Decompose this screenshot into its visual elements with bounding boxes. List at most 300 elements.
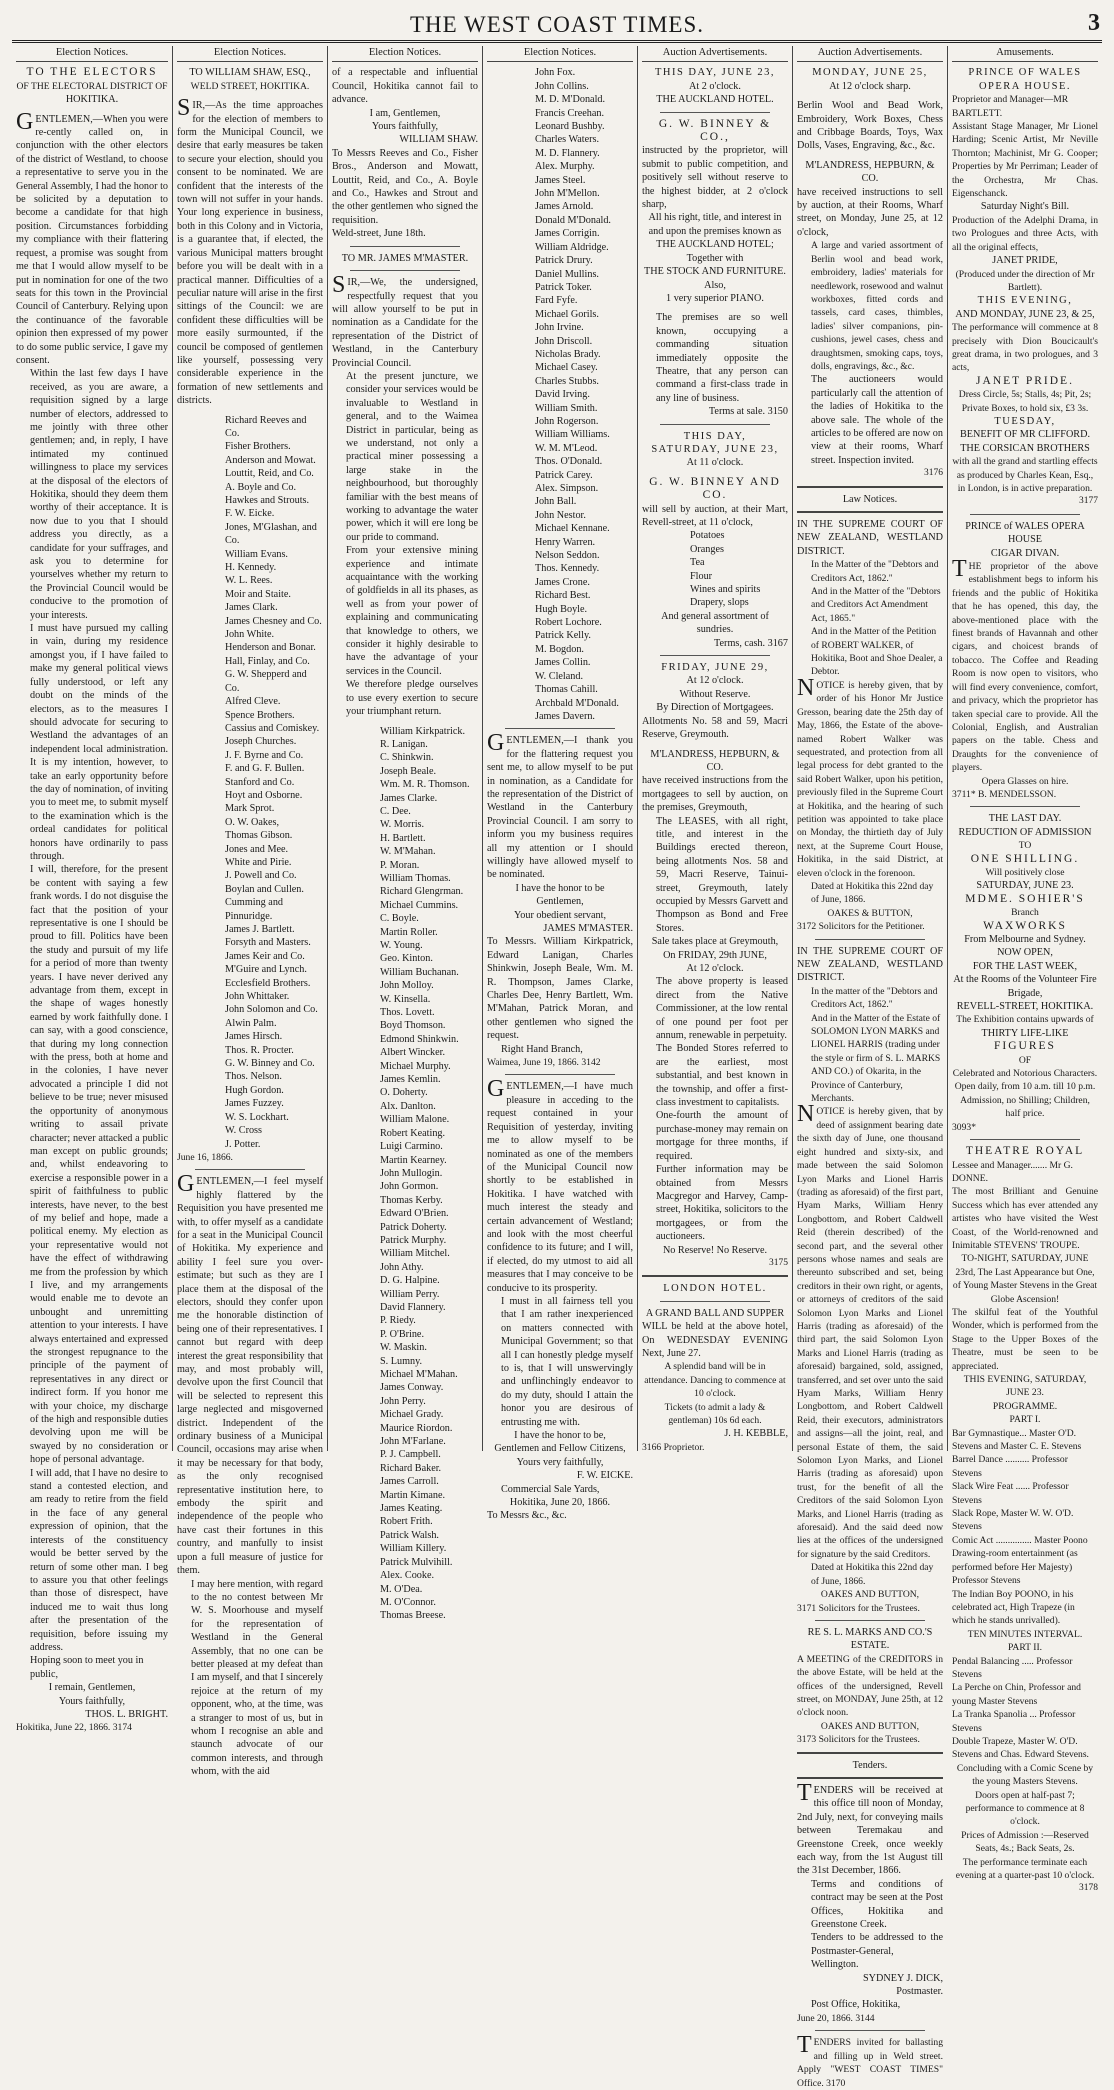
text-line: with all the grand and startling effects as produced by Charles Kean, Esq., in London, is in active preparation. — [952, 456, 1098, 494]
signature-line: John Perry. — [380, 1395, 426, 1407]
text-line: Slack Wire Feat ...... Professor Stevens — [952, 1481, 1069, 1506]
signature-line: James Keir and Co. — [225, 950, 305, 962]
signature-line: M. D. M'Donald. — [535, 94, 606, 106]
signature-line: Flour — [690, 570, 713, 582]
paragraph: SIR,—As the time approaches for the election of members to form the Municipal Council, we desire that early measures be taken to secure your election, should you consent to be nominated. We are confident that the interests of the town will not suffer in your hands. Your long experience in business, both in this Colony and in Victoria, is a guarantee that, if elected, the various Municipal matters brought before you will be dealt with in a practical manner. Difficulties of a peculiar nature will arise in the first sittings of the Council: we are confident these difficulties will be more easily surmounted, if the council be composed of gentlemen like yourself, possessing very considerable experience in the formation of new settlements and districts. — [177, 95, 323, 407]
signature-line: M. Bogdon. — [535, 643, 584, 655]
text-line: June 16, 1866. — [177, 1151, 233, 1163]
text-line: THIS DAY, JUNE 23, — [654, 67, 776, 79]
divider — [505, 728, 615, 729]
signature-line: Thos. Lovett. — [380, 1007, 435, 1019]
signature-line: Charles Waters. — [535, 134, 600, 146]
text-line: At 12 o'clock. — [686, 675, 744, 687]
text-line: RE S. L. MARKS AND CO.'S ESTATE. — [807, 1626, 933, 1652]
signature-line: Nelson Seddon. — [535, 550, 600, 562]
signature-line: James Collin. — [535, 657, 591, 669]
signature-line: White and Pirie. — [225, 856, 292, 868]
paragraph: To Messrs Reeves and Co., Fisher Bros., Anderson and Mowatt, Louttit, Reid, and Co., A. Boyle and Co., Hawkes and Strout and the other gentlemen who signed the requisition. — [332, 147, 478, 226]
signature-line: Charles Stubbs. — [535, 375, 599, 387]
text-line: Saturday Night's Bill. — [980, 201, 1070, 213]
paragraph: of a respectable and influential Council, Hokitika cannot fail to advance. — [332, 67, 478, 106]
paragraph: have received instructions to sell by auction, at their Rooms, Wharf street, on Monday, June 25, at 12 o'clock, — [797, 186, 943, 238]
divider — [660, 1301, 770, 1302]
text-line: Law Notices. — [842, 493, 898, 505]
text-line: Doors open at half-past 7; performance to commence at 8 o'clock. — [965, 1789, 1085, 1828]
column-header: Election Notices. — [487, 46, 633, 62]
text-line: THIS DAY, — [683, 430, 747, 442]
divider — [970, 1139, 1080, 1140]
signature-line: Robert Keating. — [380, 1127, 446, 1139]
signature-line: W. S. Lockhart. — [225, 1111, 289, 1123]
signature-line: Wm. M. R. Thomson. — [380, 779, 470, 791]
text-line: WILLIAM SHAW. — [399, 134, 478, 146]
signature-line: James Conway. — [380, 1382, 444, 1394]
text-line: Sale takes place at Greymouth, — [651, 936, 779, 948]
signature-line: Oranges — [690, 543, 724, 555]
signature-line: Stanford and Co. — [225, 776, 295, 788]
signature-line: Michael M'Mahan. — [380, 1369, 458, 1380]
text-line: FIGURES — [994, 1040, 1056, 1053]
text-line: Drawing-room entertainment (as performed before Her Majesty) Professor Stevens — [952, 1548, 1078, 1587]
paragraph: I will add, that I have no desire to stand a contested election, and am ready to retire from the field in the face of any general expression of opinion, that the interests of the constituency would be better served by the return of some other man. I beg to assure you that other feelings than those of disrespect, have induced me to wait thus long after the presentation of the requisition, before issuing my address. — [30, 1467, 168, 1653]
signature-line: P. Riedy. — [380, 1315, 416, 1327]
column-election-notices-2 — [172, 46, 327, 1778]
text-line: The Exhibition contains upwards of — [956, 1014, 1094, 1026]
text-line: PRINCE of WALES OPERA HOUSE — [965, 520, 1085, 546]
signature-line: Boylan and Cullen. — [225, 883, 304, 895]
signature-line: Michael Murphy. — [380, 1060, 451, 1072]
text-line: J. H. KEBBLE, — [724, 1428, 788, 1440]
signature-line: John M'Mellon. — [535, 188, 600, 200]
signature-line: Francis Creehan. — [535, 107, 605, 119]
text-line: CIGAR DIVAN. — [990, 547, 1060, 559]
paragraph: The skilful feat of the Youthful Wonder, which is performed from the Stage to the Upper Boxes of the Theatre, must be seen to be appreciated. — [952, 1306, 1098, 1372]
paragraph: Within the last few days I have received, as you are aware, a requisition signed by a large number of electors, addressed to me jointly with three other gentlemen; and, in reply, I have intimated my continued willingness to place my services at the disposal of the electors of Hokitika, should they deem them worthy of their acceptance. It is now due to you that I should address you directly, as a candidate for your suffrages, and ask you to determine for yourselves whether my return to the Provincial Council would be conducive to the promotion of your interests. — [30, 368, 168, 621]
signature-line: John Mullogin. — [380, 1167, 443, 1179]
text-line: TO THE ELECTORS — [26, 66, 158, 79]
divider — [660, 424, 770, 425]
text-line: (Produced under the direction of Mr Bartlett). — [955, 268, 1095, 293]
signature-line: Edmond Shinkwin. — [380, 1033, 459, 1045]
signature-line: Thomas Gibson. — [225, 830, 293, 842]
signature-line: M. D. Flannery. — [535, 147, 600, 159]
signature-line: P. O'Brine. — [380, 1328, 425, 1340]
text-line: Together with — [686, 252, 744, 264]
text-line: M'LANDRESS, HEPBURN, & CO. — [805, 159, 935, 185]
paragraph: We therefore pledge ourselves to use every exertion to secure your triumphant return. — [346, 679, 478, 718]
signature-line: D. G. Halpine. — [380, 1275, 440, 1287]
paragraph: From your extensive mining experience and intimate acquaintance with the working of goldfields in all its phases, as well as from your power of explaining and communicating that knowledge to others, we consider it highly desirable to have the advantage of your services in the Council. — [346, 545, 478, 677]
column-header: Auction Advertisements. — [797, 46, 943, 62]
signature-line: Thos. Nelson. — [225, 1071, 282, 1083]
newspaper-title: THE WEST COAST TIMES. — [409, 12, 705, 37]
signature-line: R. Lanigan. — [380, 738, 428, 750]
text-line: 3173 Solicitors for the Trustees. — [797, 1734, 920, 1746]
signature-line: John Irvine. — [535, 322, 584, 334]
paragraph: The Bonded Stores referred to are the earliest, most substantial, and best known in the township, and offer a first-class investment to capitalists. — [656, 1043, 788, 1109]
text-line: Branch — [1011, 907, 1039, 919]
text-line: Slack Rope, Master W. W. O'D. Stevens — [952, 1508, 1074, 1533]
signature-line: Albert Wincker. — [380, 1047, 446, 1059]
column-header: Election Notices. — [177, 46, 323, 62]
divider — [797, 1752, 943, 1754]
paragraph: Berlin Wool and Bead Work, Embroidery, Work Boxes, Chess and Cribbage Boards, Toys, Wax Dolls, Vases, Engraving, &c., &c. — [797, 100, 943, 152]
ad-number: 3176 — [924, 468, 943, 479]
paragraph: GENTLEMEN,—I thank you for the flattering request you sent me, to allow myself to be put in nomination, as a Candidate for the representation of the District of Westland in the Canterbury Provincial Council. I am sorry to inform you my business requires all my attention or I should willingly have allowed myself to be nominated. — [487, 730, 633, 881]
columns — [12, 46, 1102, 2089]
signature-line: Daniel Mullins. — [535, 268, 599, 280]
paragraph: Assistant Stage Manager, Mr Lionel Harding; Scenic Artist, Mr Neville Thornton; Machinist, Mr G. Cooper; Properties by Mr Perriman; Leader of the Orchestra, Mr Chas. Eigenschanck. — [952, 121, 1098, 200]
paragraph: Further information may be obtained from Messrs Macgregor and Harvey, Camp-street, Hokitika, solicitors to the mortgagees, or from the auctioneers. — [656, 1164, 788, 1243]
signature-line: J. F. Byrne and Co. — [225, 749, 304, 761]
signature-line: W. L. Rees. — [225, 575, 273, 587]
signature-line: Wines and spirits — [690, 584, 761, 596]
signature-line: John Rogerson. — [535, 415, 599, 427]
text-line: And in the Matter of the "Debtors and Creditors Act Amendment Act, 1865." — [811, 586, 941, 624]
text-line: Bar Gymnastique... Master O'D. Stevens and Master C. E. Stevens — [952, 1427, 1082, 1453]
divider — [660, 655, 770, 656]
text-line: Waimea, June 19, 1866. 3142 — [487, 1057, 601, 1069]
signature-line: James Crone. — [535, 576, 590, 588]
text-line: Will positively close — [985, 866, 1065, 878]
signature-line: P. J. Campbell. — [380, 1449, 441, 1461]
column-body — [332, 66, 478, 1622]
paragraph: I will, therefore, for the present be content with saying a few frank words. I do not disguise the fact that the position of your representative is one I should be proud to fill. Politics have been the study and pursuit of my life for a period of more than twenty years. I have never derived any advantage from them, except in the shape of wages honestly earned by work faithfully done. I can say, with a good conscience, that during my long connection with the press, both at home and in the colonies, I have never advocated a principle I did not believe to be true; never misused the opportunity of anonymous writing to assail private character; never attacked a public man except on public grounds; and, whilst endeavoring to exercise a responsible power in a spirit of faithfulness to public interests, have never, to the best of my belief and hope, made a political enemy. My election as your representative would not have the effect of withdrawing me from the profession by which I live, and my arrangements would enable me to devote an unbought and unremitting attention to your interests. I have always entertained and expressed the strongest repugnance to the principle of the payment of representatives in any direct or indirect form. If you honor me with your choice, my discharge of the high and responsible duties devolving upon me will be swayed by no consideration or hope of personal advantage. — [30, 864, 168, 1466]
signature-line: Luigi Carmino. — [380, 1141, 443, 1153]
signature-line: Fard Fyfe. — [535, 295, 578, 307]
text-line: ONE SHILLING. — [970, 852, 1080, 865]
signature-line: Forsyth and Masters. — [225, 937, 311, 949]
signature-line: Hall, Finlay, and Co. — [225, 655, 310, 667]
signature-line: Martin Kearney. — [380, 1154, 447, 1166]
text-line: THIS EVENING, SATURDAY, JUNE 23. — [963, 1374, 1087, 1399]
paragraph: Tenders to be addressed to the Postmaster-General, Wellington. — [811, 1932, 943, 1971]
signature-line: O. Doherty. — [380, 1087, 428, 1099]
signature-line: Robert Frith. — [380, 1516, 433, 1528]
column-auction-advertisements-2 — [792, 46, 947, 2089]
signature-line: Joseph Beale. — [380, 765, 437, 777]
text-line: THEATRE ROYAL — [965, 1145, 1085, 1158]
signature-line: Jones and Mee. — [225, 843, 289, 855]
text-line: OF THE ELECTORAL DISTRICT OF — [16, 80, 168, 92]
text-line: OAKES AND BUTTON, — [820, 1720, 920, 1732]
text-line: G. W. BINNEY & CO., — [658, 117, 772, 144]
text-line: TO-NIGHT, SATURDAY, JUNE 23rd, The Last Appearance but One, of Young Master Stevens in the Great Globe Ascension! — [952, 1253, 1098, 1305]
text-line: In the Matter of the "Debtors and Creditors Act, 1862." — [811, 559, 939, 584]
text-line: 3711* B. MENDELSSON. — [952, 788, 1057, 800]
paragraph: A MEETING of the CREDITORS in the above Estate, will be held at the offices of the undersigned, Revell street, on MONDAY, June 25th, at 12 o'clock noon. — [797, 1653, 943, 1719]
signature-line: James Carroll. — [380, 1476, 439, 1488]
signature-line: C. Dee. — [380, 805, 411, 817]
signature-line: James Clarke. — [380, 792, 438, 804]
paragraph: IN THE SUPREME COURT OF NEW ZEALAND, WESTLAND DISTRICT. — [797, 945, 943, 984]
text-line: SATURDAY, JUNE 23, — [651, 443, 779, 455]
signature-line: Patrick Carey. — [535, 469, 593, 481]
paragraph: The performance will commence at 8 precisely with Dion Boucicault's great drama, in two prologues, and 3 acts, — [952, 322, 1098, 374]
signature-line: P. Moran. — [380, 859, 420, 871]
text-line: At 12 o'clock. — [686, 963, 744, 974]
signature-line: Michael Grady. — [380, 1409, 444, 1421]
text-line: THIS EVENING, — [977, 295, 1073, 307]
text-line: WAXWORKS — [983, 919, 1067, 932]
text-line: At 2 o'clock. — [689, 80, 741, 92]
divider — [350, 246, 460, 247]
signature-line: Tea — [690, 557, 705, 569]
divider — [970, 806, 1080, 807]
text-line: Your obedient servant, — [513, 909, 607, 921]
masthead-rule — [12, 40, 1102, 43]
signature-line: O. W. Oakes, — [225, 816, 280, 828]
text-line: Celebrated and Notorious Characters. — [952, 1068, 1098, 1080]
signature-line: James Davern. — [535, 710, 595, 722]
text-line: JANET PRIDE, — [992, 255, 1058, 267]
text-line: 1 very superior PIANO. — [666, 292, 764, 304]
text-line: MDME. SOHIER'S — [965, 892, 1085, 905]
text-line: Terms at sale. 3150 — [708, 406, 788, 418]
signature-line: W. Cleland. — [535, 670, 584, 682]
text-line: Hokitika, June 20, 1866. — [509, 1497, 611, 1509]
signature-line: Henderson and Bonar. — [225, 642, 316, 654]
signature-line: William Williams. — [535, 429, 610, 441]
signature-line: William Malone. — [380, 1114, 450, 1126]
signature-line: G. W. Shepperd and Co. — [225, 669, 307, 694]
text-line: TEN MINUTES INTERVAL. — [967, 1628, 1083, 1640]
text-line: PROGRAMME. — [992, 1400, 1058, 1412]
signature-line: Patrick Toker. — [535, 281, 592, 293]
text-line: THE LAST DAY. — [988, 813, 1062, 825]
signature-line: Donald M'Donald. — [535, 214, 611, 226]
divider — [815, 1620, 925, 1621]
signature-line: Moir and Staite. — [225, 588, 291, 600]
signature-line: Potatoes — [690, 530, 725, 542]
signature-line: W. M. M'Leod. — [535, 442, 598, 454]
text-line: THE AUCKLAND HOTEL; — [656, 239, 774, 251]
text-line: And general assortment of sundries. — [661, 610, 769, 636]
signature-line: Archbald M'Donald. — [535, 697, 619, 709]
divider — [797, 486, 943, 488]
signature-line: Hugh Boyle. — [535, 603, 588, 615]
signature-line: James Corrigin. — [535, 228, 600, 240]
signature-line: Anderson and Mowat. — [225, 454, 316, 466]
signature-line: J. Potter. — [225, 1138, 261, 1150]
text-line: By Direction of Mortgagees. — [656, 702, 774, 714]
text-line: OAKES & BUTTON, — [827, 907, 913, 919]
text-line: Commercial Sale Yards, — [501, 1483, 600, 1495]
signature-line: Alwin Palm. — [225, 1017, 277, 1029]
text-line: Gentlemen and Fellow Citizens, — [494, 1443, 626, 1455]
text-line: A GRAND BALL AND SUPPER — [645, 1307, 785, 1319]
signature-line: Maurice Riordon. — [380, 1422, 453, 1434]
text-line: JAMES M'MASTER. — [543, 923, 633, 934]
paragraph: A large and varied assortment of Berlin wool and bead work, embroidery, ladies' materials for needlework, rosewood and walnut workboxes, fitted cords and tassels, card cases, thimbles, ladies' silver companions, pin-cushions, jewel cases, chess and draughtsmen, smoking caps, toys, dolls, engravings, &c., &c. — [811, 240, 943, 372]
signature-line: William Mitchel. — [380, 1248, 450, 1260]
signature-line: Richard Best. — [535, 590, 591, 602]
signature-line: Patrick Kelly. — [535, 630, 591, 642]
paragraph: I may here mention, with regard to the no contest between Mr W. S. Moorhouse and myself for the representation of Westland in the General Assembly, that no one can be better pleased at my defeat than I am myself, and that I sincerely rejoice at the return of my opponent, who, at the time, was a stranger to most of us, but in whom I recognise an able and staunch advocate of our common interests, and through whom, with the aid — [191, 1578, 323, 1778]
text-line: PART II. — [1007, 1642, 1043, 1654]
ad-number: 3175 — [769, 1257, 788, 1268]
signature-line: Patrick Mulvihill. — [380, 1556, 453, 1568]
text-line: AND MONDAY, JUNE 23, & 25, — [955, 308, 1095, 320]
signature-line: C. Boyle. — [380, 913, 419, 925]
signature-line: Alex. Cooke. — [380, 1570, 435, 1582]
signature-line: Martin Kimane. — [380, 1489, 446, 1501]
paragraph: THE proprietor of the above establishment begs to inform his friends and the public of Hokitika that he has opened, this day, the above-mentioned place with the finest brands of Havannah and other cigars, and choicest brands of tobacco. The Coffee and Reading Room is now open to visitors, who will find every convenience, comfort, and privacy, which the proprietor has taken special care to provide. All the Colonial, English, and Australian papers on the table. Chess and Draughts for the convenience of players. — [952, 556, 1098, 774]
signature-line: William Buchanan. — [380, 966, 459, 978]
signature-line: Martin Roller. — [380, 926, 438, 938]
text-line: Double Trapeze, Master W. O'D. Stevens and Chas. Edward Stevens. — [952, 1735, 1089, 1761]
text-line: Proprietor and Manager—MR BARTLETT. — [952, 94, 1069, 119]
text-line: The performance terminate each evening at a quarter-past 10 o'clock. — [955, 1856, 1095, 1882]
paragraph: The most Brilliant and Genuine Success which has ever attended any artistes who have visited the West Coast, of the World-renowned and Inimitable STEVENS' TROUPE. — [952, 1186, 1098, 1251]
text-line: PRINCE OF WALES OPERA HOUSE. — [968, 67, 1082, 92]
text-line: I am, Gentlemen, — [369, 107, 441, 119]
text-line: OAKES AND BUTTON, — [820, 1589, 920, 1601]
text-line: Tenders. — [852, 1759, 888, 1771]
text-line: WELD STREET, HOKITIKA. — [190, 80, 310, 92]
signature-line: S. Lumny. — [380, 1355, 423, 1367]
signature-line: Patrick Drury. — [535, 255, 593, 267]
signature-line: Michael Kennane. — [535, 523, 610, 535]
signature-line: John White. — [225, 629, 275, 641]
text-line: Dated at Hokitika this 22nd day of June, 1866. — [811, 1562, 934, 1587]
text-line: 3171 Solicitors for the Trustees. — [797, 1602, 920, 1614]
signature-line: Patrick Walsh. — [380, 1529, 439, 1541]
signature-line: John Driscoll. — [535, 335, 593, 347]
signature-line: W. Cross — [225, 1125, 262, 1137]
signature-line: Alx. Danlton. — [380, 1100, 436, 1112]
text-line: M'LANDRESS, HEPBURN, & CO. — [650, 748, 780, 773]
signature-line: Michael Gorils. — [535, 308, 599, 320]
text-line: SYDNEY J. DICK, — [863, 1972, 943, 1984]
signature-line: Jones, M'Glashan, and Co. — [225, 521, 317, 547]
signature-line: Michael Cummins. — [380, 899, 459, 911]
text-line: And in the Matter of the Petition of ROBERT WALKER, of Hokitika, Boot and Shoe Dealer, a Debtor. — [811, 626, 943, 678]
column-election-notices-1 — [12, 46, 172, 1734]
text-line: Yours faithfully, — [58, 1695, 126, 1707]
text-line: LONDON HOTEL. — [663, 1283, 767, 1295]
divider — [797, 1777, 943, 1779]
signature-line: John Collins. — [535, 80, 589, 92]
signature-line: Richard Reeves and Co. — [225, 414, 307, 439]
text-line: I remain, Gentlemen, — [48, 1682, 136, 1694]
signature-line: William Killery. — [380, 1543, 447, 1555]
paragraph: The premises are so well known, occupying a commanding situation immediately opposite the Theatre, that any person can command a first-class trade in any line of business. — [656, 312, 788, 404]
text-line: Lessee and Manager....... Mr G. DONNE. — [952, 1159, 1073, 1184]
signature-line: James Steel. — [535, 174, 586, 186]
signature-line: Boyd Thomson. — [380, 1020, 446, 1032]
paragraph: NOTICE is hereby given, that by order of his Honor Mr Justice Gresson, bearing date the 25th day of May, 1866, the Estate of the above-named Robert Walker was sequestrated, and protection from all legal process for debt granted to the said Robert Walker, upon his petition, previously filed in the Supreme Court at Hokitika, and the hearing of such petition was appointed to take place on Monday, the thirtieth day of July next, at the Supreme Court House, Hokitika, in the said District, at eleven o'clock in the forenoon. — [797, 674, 943, 879]
signature-line: James Hirsch. — [225, 1031, 283, 1043]
signature-line: C. Shinkwin. — [380, 752, 434, 764]
signature-line: Edward O'Brien. — [380, 1208, 449, 1220]
signature-line: John Fox. — [535, 67, 576, 79]
divider — [642, 1275, 788, 1277]
text-line: THE STOCK AND FURNITURE. — [644, 266, 786, 278]
column-header: Amusements. — [952, 46, 1098, 62]
text-line: And in the Matter of the Estate of SOLOMON LYON MARKS and LIONEL HARRIS (trading under the style or firm of S. L. MARKS AND CO.) of Okarita, in the Province of Canterbury, Merchants. — [811, 1012, 941, 1105]
signature-line: Leonard Bushby. — [535, 121, 605, 133]
paragraph: To Messrs. William Kirkpatrick, Edward Lanigan, Charles Shinkwin, Joseph Beale, Wm. M. R. Thompson, James Clarke, Charles Dee, Henry Bartlett, Wm. M'Mahan, Patrick Moran, and other gentlemen who signed the request. — [487, 936, 633, 1042]
text-line: I have the honor to be, — [514, 1430, 606, 1442]
signature-line: H. Bartlett. — [380, 832, 426, 844]
signature-line: H. Kennedy. — [225, 562, 277, 574]
column-body — [16, 66, 168, 1734]
column-auction-advertisements-1 — [637, 46, 792, 1451]
signature-line: David Irving. — [535, 389, 590, 401]
signature-line: A. Boyle and Co. — [225, 481, 297, 493]
signature-line: Richard Glengrman. — [380, 886, 464, 898]
paragraph: NOTICE is hereby given, that by deed of assignment bearing date the sixth day of June, one thousand eight hundred and sixty-six, and made between the said Solomon Lyon Marks and Lionel Harris (trading as aforesaid) of the first part, Hyam Marks, William Henry Longbottom, and Robert Caldwell Reid (therein described) of the second part, and the several other persons whose names and seals are thereunto subscribed and set, being creditors in their own right, or agents, or attorneys of creditors of the said Solomon Lyon Marks and Lionel Harris (trading as aforesaid) of the third part, the said Solomon Lyon Marks and Lionel Harris (trading as aforesaid) bargained, sold, assigned, transferred, and set over unto the said Hyam Marks, William Henry Longbottom, and Robert Caldwell Reid, their executors, administrators and assigns—all the joint, real, and personal Estate of them, the said Solomon Lyon Marks, and Lionel Harris (trading as aforesaid) upon trust, for the benefit of all the Creditors of the said Solomon Lyon Marks, and Lionel Harris (trading as aforesaid). And the said deed now lies at the offices of the undersigned for signature by the said Creditors. — [797, 1101, 943, 1560]
signature-line: W. M'Mahan. — [380, 846, 436, 858]
signature-line: William Perry. — [380, 1288, 440, 1300]
signature-line: W. Maskin. — [380, 1342, 427, 1354]
paragraph: GENTLEMEN,—I have much pleasure in acceding to the request contained in your Requisition of yesterday, inviting me to allow myself to be nominated as one of the members of the Municipal Council now shortly to be established in Hokitika. I have watched with much interest the steady and certain advancement of Westland; and look with the most cheerful confidence to its future; and I will, if elected, do my utmost to aid all measures that I may conceive to be conducive to its prosperity. — [487, 1076, 633, 1294]
text-line: G. W. BINNEY AND CO. — [649, 475, 781, 502]
text-line: Also, — [704, 279, 726, 291]
signature-line: James Clark. — [225, 602, 278, 614]
text-line: To Messrs &c., &c. — [487, 1510, 567, 1522]
text-line: Tickets (to admit a lady & gentleman) 10s 6d each. — [664, 1401, 766, 1426]
signature-line: Henry Warren. — [535, 536, 596, 548]
signature-line: Cassius and Comiskey. — [225, 722, 320, 734]
text-line: At the Rooms of the Volunteer Fire Brigade, — [953, 974, 1097, 999]
text-line: Dated at Hokitika this 22nd day of June, 1866. — [811, 880, 934, 906]
paragraph: The above property is leased direct from the Native Commissioner, at the low rental of one pound per foot per annum, renewable in perpetuity. — [656, 976, 788, 1042]
signature-line: G. W. Binney and Co. — [225, 1058, 315, 1070]
signature-line: Drapery, slops — [690, 597, 749, 609]
text-line: NOW OPEN, — [997, 947, 1053, 959]
signature-line: James Fuzzey. — [225, 1098, 284, 1110]
signature-line: John Gormon. — [380, 1181, 439, 1193]
text-line: A splendid band will be in attendance. Dancing to commence at 10 o'clock. — [644, 1361, 786, 1400]
signature-line: Alex. Murphy. — [535, 161, 595, 173]
signature-line: James Chesney and Co. — [225, 615, 322, 627]
column-body — [952, 66, 1098, 1895]
text-line: Concluding with a Comic Scene by the young Masters Stevens. — [956, 1762, 1094, 1788]
signature-line: W. Morris. — [380, 819, 425, 831]
paragraph: GENTLEMEN,—I feel myself highly flattered by the Requisition you have presented me with, to offer myself as a candidate for a seat in the Municipal Council of Hokitika. My experience and ability I feel sure you over-estimate; but such as they are I place them at the disposal of the electors, should they confer upon me the honorable distinction of being one of their representatives. I cannot but regard with deep interest the great responsibility that may, and most probably will, devolve upon the first Council that will be selected to represent this large neglected and misgoverned district. Independent of the ordinary business of a Municipal Council, occasions may arise when it may be necessary for that body, as the only recognised representative institution here, to embody the spirit and independence of the people who have cast their fortunes in this country, and manfully to insist upon a full measure of justice for them. — [177, 1171, 323, 1577]
signature-line: James J. Bartlett. — [225, 924, 295, 935]
signature-line: John Nestor. — [535, 509, 586, 521]
text-line: From Melbourne and Sydney. — [964, 934, 1086, 945]
text-line: On FRIDAY, 29th JUNE, — [663, 949, 767, 961]
signature-line: F. and G. F. Bullen. — [225, 763, 305, 775]
text-line: SATURDAY, JUNE 23. — [976, 880, 1074, 892]
text-line: Gentlemen, — [536, 896, 584, 908]
column-header: Auction Advertisements. — [642, 46, 788, 62]
text-line: Comic Act ............... Master Poono — [952, 1534, 1088, 1546]
paragraph: WILL be held at the above hotel, On WEDNESDAY EVENING Next, June 27. — [642, 1321, 788, 1359]
paragraph: TENDERS invited for ballasting and filling up in Weld street. Apply "WEST COAST TIMES" Office. 3170 — [797, 2032, 943, 2089]
text-line: THOS. L. BRIGHT. — [85, 1708, 168, 1720]
text-line: THE CORSICAN BROTHERS — [960, 442, 1090, 454]
text-line: The Indian Boy POONO, in his celebrated act, High Trapeze (in which he stands unrivalled). — [952, 1588, 1075, 1627]
signature-line: Richard Baker. — [380, 1462, 442, 1474]
signature-line: Louttit, Reid, and Co. — [225, 468, 314, 480]
signature-line: John Solomon and Co. — [225, 1004, 318, 1016]
divider — [970, 514, 1080, 515]
paragraph: TENDERS will be received at this office till noon of Monday, 2nd July, next, for conveying mails between Teremakau and Greenstone Creek, once weekly each way, from the 1st August till the 31st December, 1866. — [797, 1779, 943, 1877]
divider — [815, 2030, 925, 2031]
divider — [815, 939, 925, 940]
page-number: 3 — [1088, 10, 1100, 36]
signature-line: William Evans. — [225, 548, 288, 560]
signature-line: William Aldridge. — [535, 241, 609, 253]
paragraph: have received instructions from the mortgagees to sell by auction, on the premises, Greymouth, — [642, 775, 788, 814]
signature-line: Hawkes and Strouts. — [225, 495, 310, 506]
text-line: June 20, 1866. 3144 — [797, 2012, 875, 2024]
